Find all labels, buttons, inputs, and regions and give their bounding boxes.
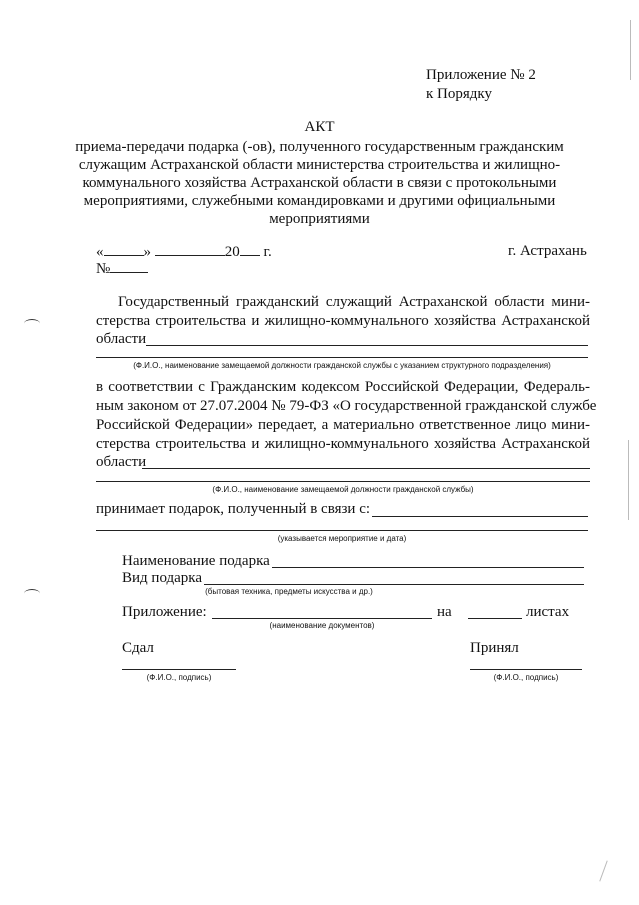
- gift-type-blank[interactable]: [204, 584, 584, 585]
- caption-handed: (Ф.И.О., подпись): [146, 673, 212, 682]
- scan-edge-mark: [628, 440, 629, 520]
- employee-blank-1[interactable]: [146, 345, 588, 346]
- act-title: АКТ: [304, 119, 335, 135]
- responsible-blank-2[interactable]: [96, 481, 590, 482]
- act-subtitle: [0, 138, 639, 228]
- day-blank[interactable]: [104, 243, 144, 256]
- paragraph1-line: Государственный гражданский служащий Астраханской области мини-: [118, 294, 590, 310]
- caption-employee: (Ф.И.О., наименование замещаемой должности гражданской службы с указанием структурного подразделения): [133, 361, 551, 370]
- city: г. Астрахань: [508, 243, 587, 259]
- act-number-field: [96, 260, 148, 278]
- month-blank[interactable]: [155, 243, 225, 256]
- year-blank[interactable]: [240, 243, 260, 256]
- accepts-text: принимает подарок, полученный в связи с:: [96, 501, 371, 517]
- caption-gift-type: (бытовая техника, предметы искусства и др.): [205, 587, 373, 596]
- paragraph2-line: стерства строительства и жилищно-коммунального хозяйства Астраханской: [96, 436, 590, 452]
- paragraph2-line: ным законом от 27.07.2004 № 79-ФЗ «О государственной гражданской службе: [96, 398, 597, 414]
- paragraph1-line: области: [96, 331, 147, 347]
- handed-signature-blank[interactable]: [122, 669, 236, 670]
- paragraph1-line: стерства строительства и жилищно-коммунального хозяйства Астраханской: [96, 313, 590, 329]
- attachment-on: на: [437, 604, 452, 620]
- sheets-count-blank[interactable]: [468, 618, 522, 619]
- attachment-label: Приложение:: [122, 604, 207, 620]
- handed-label: Сдал: [122, 640, 154, 656]
- received-signature-blank[interactable]: [470, 669, 582, 670]
- received-label: Принял: [470, 640, 519, 656]
- act-number-blank[interactable]: [110, 260, 148, 273]
- subtitle-line: приема-передачи подарка (-ов), полученного государственным гражданским: [75, 139, 564, 155]
- subtitle-line: коммунального хозяйства Астраханской области в связи с протокольными: [82, 175, 557, 191]
- paragraph2-line: Российской Федерации» передает, а материально ответственное лицо мини-: [96, 417, 590, 433]
- gift-name-blank[interactable]: [272, 567, 584, 568]
- scan-edge-mark: [630, 20, 631, 80]
- caption-received: (Ф.И.О., подпись): [493, 673, 559, 682]
- open-quote: «: [96, 244, 104, 260]
- caption-occasion: (указывается мероприятие и дата): [277, 534, 407, 543]
- employee-blank-2[interactable]: [96, 357, 588, 358]
- caption-responsible: (Ф.И.О., наименование замещаемой должности гражданской службы): [212, 485, 474, 494]
- scan-edge-mark: [599, 860, 607, 881]
- subtitle-line: мероприятиями: [269, 211, 370, 227]
- occasion-blank-2[interactable]: [96, 530, 588, 531]
- attachment-sheets: листах: [526, 604, 570, 620]
- caption-documents: (наименование документов): [269, 621, 375, 630]
- attachment-docs-blank[interactable]: [212, 618, 432, 619]
- paragraph2-line: в соответствии с Гражданским кодексом Российской Федерации, Федераль-: [96, 379, 590, 395]
- occasion-blank-1[interactable]: [372, 516, 588, 517]
- year-prefix: 20: [224, 244, 240, 260]
- appendix-number: Приложение № 2: [426, 67, 536, 83]
- binding-hole-mark: [24, 589, 40, 598]
- gift-name-label: Наименование подарка: [122, 553, 270, 569]
- gift-type-label: Вид подарка: [122, 570, 203, 586]
- binding-hole-mark: [24, 319, 40, 328]
- date-field: [96, 243, 272, 261]
- subtitle-line: служащим Астраханской области министерства строительства и жилищно-: [78, 157, 561, 173]
- year-suffix: г.: [263, 244, 272, 260]
- paragraph2-line: области: [96, 454, 147, 470]
- number-sign: №: [96, 261, 111, 277]
- appendix-order-ref: к Порядку: [426, 86, 492, 102]
- close-quote: »: [143, 244, 151, 260]
- subtitle-line: мероприятиями, служебными командировками и другими официальными: [83, 193, 556, 209]
- responsible-blank-1[interactable]: [142, 468, 590, 469]
